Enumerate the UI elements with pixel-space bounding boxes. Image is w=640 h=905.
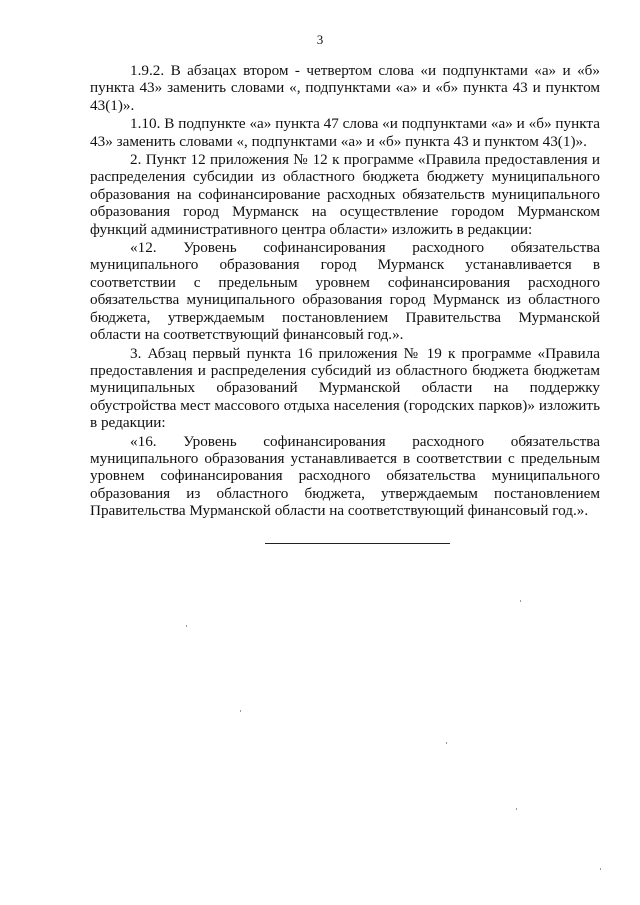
end-divider-line (265, 543, 450, 544)
scan-speck (600, 868, 601, 870)
paragraph-quote-12: «12. Уровень софинансирования расходного обязательства муниципального образования город Мурманск устанавливается в соответствии с предельным уровнем софинансирования расходного обязательства муниципального образования город Мурманск из областного бюджета, утверждаемым постановлением Правительства Мурманской области на соответствующий финансовый год.». (90, 239, 600, 344)
scan-speck (520, 600, 521, 602)
paragraph-1-10: 1.10. В подпункте «а» пункта 47 слова «и подпунктами «а» и «б» пункта 43» заменить словами «, подпунктами «а» и «б» пункта 43 и пунктом 43(1)». (90, 115, 600, 150)
paragraph-quote-16: «16. Уровень софинансирования расходного обязательства муниципального образования устанавливается в соответствии с предельным уровнем софинансирования расходного обязательства муниципального образования из областного бюджета, утверждаемым постановлением Правительства Мурманской области на соответствующий финансовый год.». (90, 432, 600, 520)
scan-speck (240, 710, 241, 712)
paragraph-2: 2. Пункт 12 приложения № 12 к программе «Правила предоставления и распределения субсидии из областного бюджета бюджету муниципального образования на софинансирование расходных обязательств муниципального образования город Мурманск на осуществление городом Мурманском функций административного центра области» изложить в редакции: (90, 151, 600, 238)
paragraph-3: 3. Абзац первый пункта 16 приложения № 19 к программе «Правила предоставления и распределения субсидий из областного бюджета бюджетам муниципальных образований Мурманской области на поддержку обустройства мест массового отдыха населения (городских парков)» изложить в редакции: (90, 344, 600, 432)
scan-speck (186, 625, 187, 627)
paragraph-1-9-2: 1.9.2. В абзацах втором - четвертом слова «и подпунктами «а» и «б» пункта 43» заменить словами «, подпунктами «а» и «б» пункта 43 и пунктом 43(1)». (90, 62, 600, 114)
page-number: 3 (316, 32, 324, 47)
document-body (90, 62, 600, 521)
scan-speck (446, 742, 447, 744)
scan-speck (516, 808, 517, 810)
